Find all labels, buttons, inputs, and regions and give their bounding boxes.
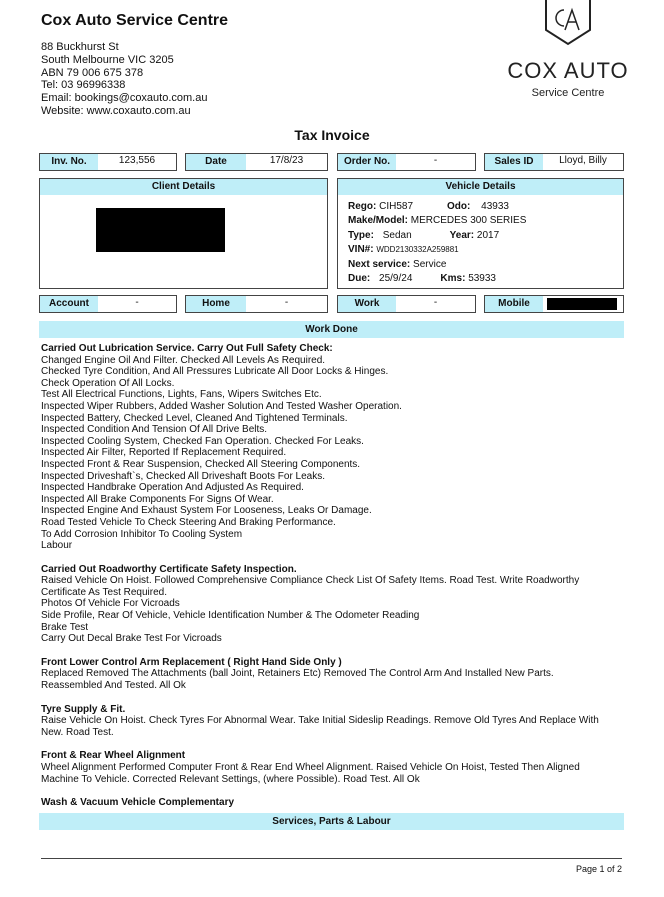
kms-label: Kms: — [440, 273, 466, 285]
work-line: Machine To Vehicle. Corrected Relevant Settings, (where Possible). Road Test. All Ok — [41, 773, 420, 785]
work-line: Inspected Condition And Tension Of All Drive Belts. — [41, 424, 268, 436]
work-line: Checked Tyre Condition, And All Pressures Lubricate All Door Locks & Hinges. — [41, 366, 389, 378]
work-line: Inspected Cooling System, Checked Fan Operation. Checked For Leaks. — [41, 435, 364, 447]
work-line: Inspected Driveshaft`s, Checked All Driveshaft Boots For Leaks. — [41, 470, 326, 482]
work-section-heading: Front & Rear Wheel Alignment — [41, 750, 186, 762]
date-value: 17/8/23 — [269, 155, 304, 166]
work-line: Labour — [41, 540, 73, 552]
company-logo — [498, 0, 638, 102]
work-line: Brake Test — [41, 621, 89, 633]
invoice-number-value: 123,556 — [118, 155, 156, 166]
account-value: - — [135, 297, 139, 308]
work-line: Test All Electrical Functions, Lights, Fans, Wipers Switches Etc. — [41, 389, 322, 401]
work-line: Inspected All Brake Components For Signs Of Wear. — [41, 493, 274, 505]
work-section — [41, 564, 626, 645]
redacted-mobile — [547, 298, 617, 310]
work-line: Inspected Handbrake Operation And Adjusted As Required. — [41, 482, 304, 494]
date-label: Date — [186, 154, 246, 170]
sales-id-field — [484, 153, 624, 171]
work-line: Road Tested Vehicle To Check Steering And Braking Performance. — [41, 516, 336, 528]
work-line: Raised Vehicle On Hoist. Followed Comprehensive Compliance Check List Of Safety Items. Road Test. Write Roadworthy — [41, 575, 580, 587]
odo-label: Odo: — [447, 201, 471, 212]
company-address-line1: 88 Buckhurst St — [41, 41, 119, 53]
vehicle-details-body — [348, 200, 526, 286]
rego-label: Rego: — [348, 201, 377, 212]
work-line: Check Operation Of All Locks. — [41, 377, 175, 389]
work-section — [41, 750, 626, 785]
logo-subtitle: Service Centre — [531, 87, 605, 99]
work-phone-value: - — [433, 297, 438, 308]
work-line: Inspected Engine And Exhaust System For Looseness, Leaks Or Damage. — [41, 505, 372, 517]
type-value: Sedan — [382, 229, 412, 241]
next-service-label: Next service: — [348, 258, 411, 270]
logo-shield-icon — [498, 0, 638, 56]
work-line: Certificate As Test Required. — [41, 586, 167, 598]
rego-value: CIH587 — [379, 201, 414, 212]
company-abn: ABN 79 006 675 378 — [41, 66, 144, 79]
company-email: Email: bookings@coxauto.com.au — [41, 92, 208, 105]
work-line: Inspected Air Filter, Reported If Replacement Required. — [41, 447, 287, 459]
company-website: Website: www.coxauto.com.au — [41, 104, 191, 117]
work-section-heading: Carried Out Roadworthy Certificate Safety Inspection. — [41, 563, 297, 575]
work-line: Inspected Wiper Rubbers, Added Washer Solution And Tested Washer Operation. — [41, 400, 402, 412]
work-line: To Add Corrosion Inhibitor To Cooling System — [41, 528, 243, 540]
work-section-heading: Carried Out Lubrication Service. Carry Out Full Safety Check: — [41, 343, 333, 354]
company-name: Cox Auto Service Centre — [41, 12, 229, 29]
invoice-number-field — [39, 153, 177, 171]
due-value: 25/9/24 — [379, 273, 413, 285]
work-done-list — [41, 343, 626, 809]
order-number-field — [337, 153, 476, 171]
order-number-value: - — [433, 155, 438, 166]
work-section-heading: Front Lower Control Arm Replacement ( Right Hand Side Only ) — [41, 656, 342, 668]
make-model-label: Make/Model: — [348, 215, 409, 227]
work-line: Replaced Removed The Attachments (ball Joint, Retainers Etc) Removed The Control Arm And Installed New Parts. — [41, 668, 554, 680]
logo-wordmark: COX AUTO — [507, 58, 629, 83]
redacted-client-info — [96, 208, 225, 252]
work-line: Photos Of Vehicle For Vicroads — [41, 598, 180, 610]
invoice-number-label: Inv. No. — [40, 154, 98, 170]
work-line: Inspected Front & Rear Suspension, Checked All Steering Components. — [41, 458, 361, 470]
company-details — [41, 41, 207, 118]
client-details-panel — [39, 178, 328, 289]
work-section — [41, 657, 626, 692]
work-section — [41, 343, 626, 552]
work-phone-field — [337, 295, 476, 313]
page-number: Page 1 of 2 — [575, 864, 622, 874]
company-phone: Tel: 03 96996338 — [41, 79, 126, 92]
client-details-header: Client Details — [40, 179, 327, 195]
work-line: Changed Engine Oil And Filter. Checked All Levels As Required. — [41, 354, 326, 366]
next-service-value: Service — [413, 258, 447, 270]
odo-value: 43933 — [481, 201, 509, 212]
home-phone-field — [185, 295, 328, 313]
work-section — [41, 797, 626, 809]
kms-value: 53933 — [468, 273, 496, 285]
type-label: Type: — [348, 229, 374, 241]
mobile-field — [484, 295, 624, 313]
footer-divider — [41, 858, 622, 859]
sales-id-label: Sales ID — [485, 154, 543, 170]
services-parts-labour-header: Services, Parts & Labour — [39, 813, 624, 830]
mobile-label: Mobile — [485, 296, 543, 312]
vin-value: WDD2130332A259881 — [376, 245, 459, 255]
work-line: Side Profile, Rear Of Vehicle, Vehicle Identification Number & The Odometer Reading — [41, 610, 420, 622]
work-line: Inspected Battery, Checked Level, Cleaned And Tightened Terminals. — [41, 412, 348, 424]
account-field — [39, 295, 177, 313]
account-label: Account — [40, 296, 98, 312]
work-line: Raise Vehicle On Hoist. Check Tyres For Abnormal Wear. Take Initial Sideslip Readings. Remove Old Tyres And Replace With — [41, 715, 599, 727]
work-section-heading: Wash & Vacuum Vehicle Complementary — [41, 797, 235, 809]
work-line: Wheel Alignment Performed Computer Front & Rear End Wheel Alignment. Raised Vehicle On Hoist, Tested Then Aligned — [41, 762, 580, 773]
work-line: Carry Out Decal Brake Test For Vicroads — [41, 633, 222, 645]
order-number-label: Order No. — [338, 154, 396, 170]
home-phone-label: Home — [186, 296, 246, 312]
vin-label: VIN#: — [348, 244, 374, 256]
document-title: Tax Invoice — [294, 127, 370, 143]
year-value: 2017 — [476, 229, 500, 241]
date-field — [185, 153, 328, 171]
company-address-line2: South Melbourne VIC 3205 — [41, 53, 174, 66]
vehicle-details-header: Vehicle Details — [338, 179, 623, 195]
work-line: New. Road Test. — [41, 726, 114, 738]
due-label: Due: — [348, 273, 371, 285]
work-line: Reassembled And Tested. All Ok — [41, 680, 186, 692]
work-done-header: Work Done — [39, 321, 624, 338]
work-section — [41, 704, 626, 739]
year-label: Year: — [449, 229, 475, 241]
sales-id-value: Lloyd, Billy — [559, 155, 607, 166]
work-section-heading: Tyre Supply & Fit. — [41, 703, 126, 715]
work-phone-label: Work — [338, 296, 396, 312]
home-phone-value: - — [284, 297, 289, 308]
make-model-value: MERCEDES 300 SERIES — [410, 215, 527, 227]
vehicle-details-panel — [337, 178, 624, 289]
